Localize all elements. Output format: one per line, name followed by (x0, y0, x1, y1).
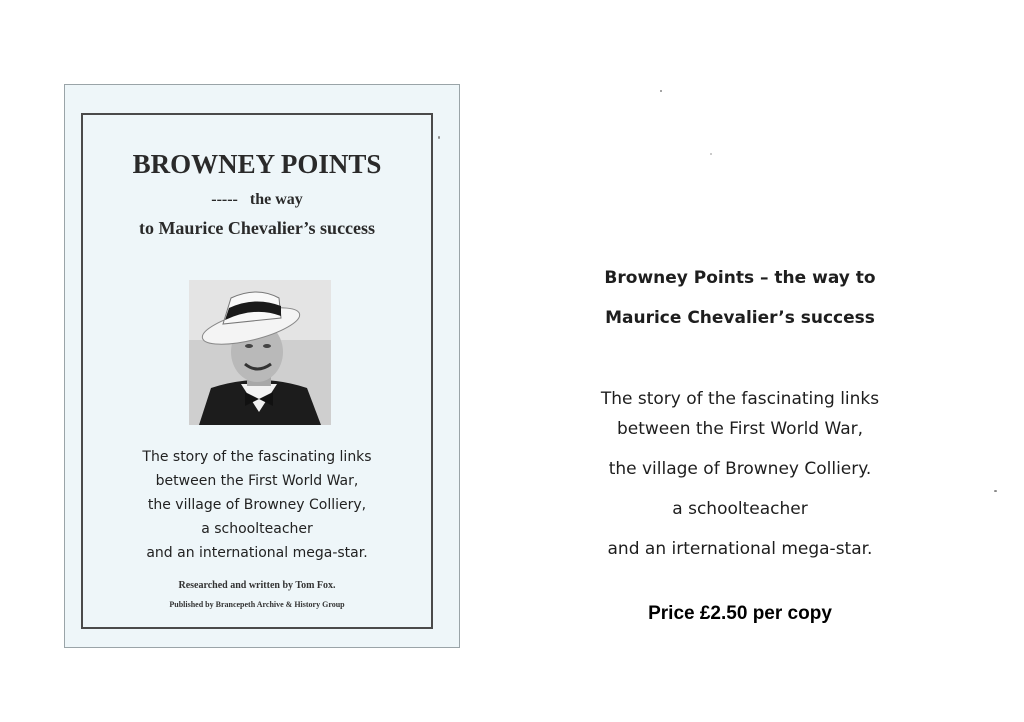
scan-speck (994, 490, 997, 492)
info-line: a schoolteacher (672, 499, 808, 519)
cover-blurb-line: the village of Browney Colliery, (147, 497, 367, 513)
cover-border (81, 113, 433, 629)
scan-speck (660, 90, 662, 92)
info-panel (520, 0, 960, 722)
chevalier-photo (189, 280, 331, 425)
cover-blurb-line: between the First World War, (155, 473, 359, 489)
cover-subtitle-line2: to Maurice Chevalier’s success (138, 218, 376, 238)
cover-blurb-line: and an international mega-star. (146, 545, 368, 561)
info-line: The story of the fascinating links (600, 389, 880, 409)
cover-publisher: Published by Brancepeth Archive & History Group (169, 600, 345, 609)
cover-blurb-line: a schoolteacher (201, 521, 313, 537)
info-line: and an irternational mega-star. (607, 539, 873, 559)
scan-speck (438, 136, 440, 139)
booklet-cover (64, 84, 460, 648)
cover-blurb-line: The story of the fascinating links (142, 449, 372, 465)
cover-credit: Researched and written by Tom Fox. (178, 580, 336, 591)
info-title-line1: Browney Points – the way to (604, 268, 876, 288)
info-title-line2: Maurice Chevalier’s success (605, 308, 875, 328)
info-line: the village of Browney Colliery. (608, 459, 872, 479)
cover-subtitle-line1: ----- the way (211, 191, 303, 208)
cover-title: BROWNEY POINTS (132, 149, 382, 179)
price-label: Price £2.50 per copy (648, 603, 832, 624)
scan-speck (710, 153, 712, 155)
cover-blurb (83, 445, 431, 565)
info-line: between the First World War, (616, 419, 864, 439)
